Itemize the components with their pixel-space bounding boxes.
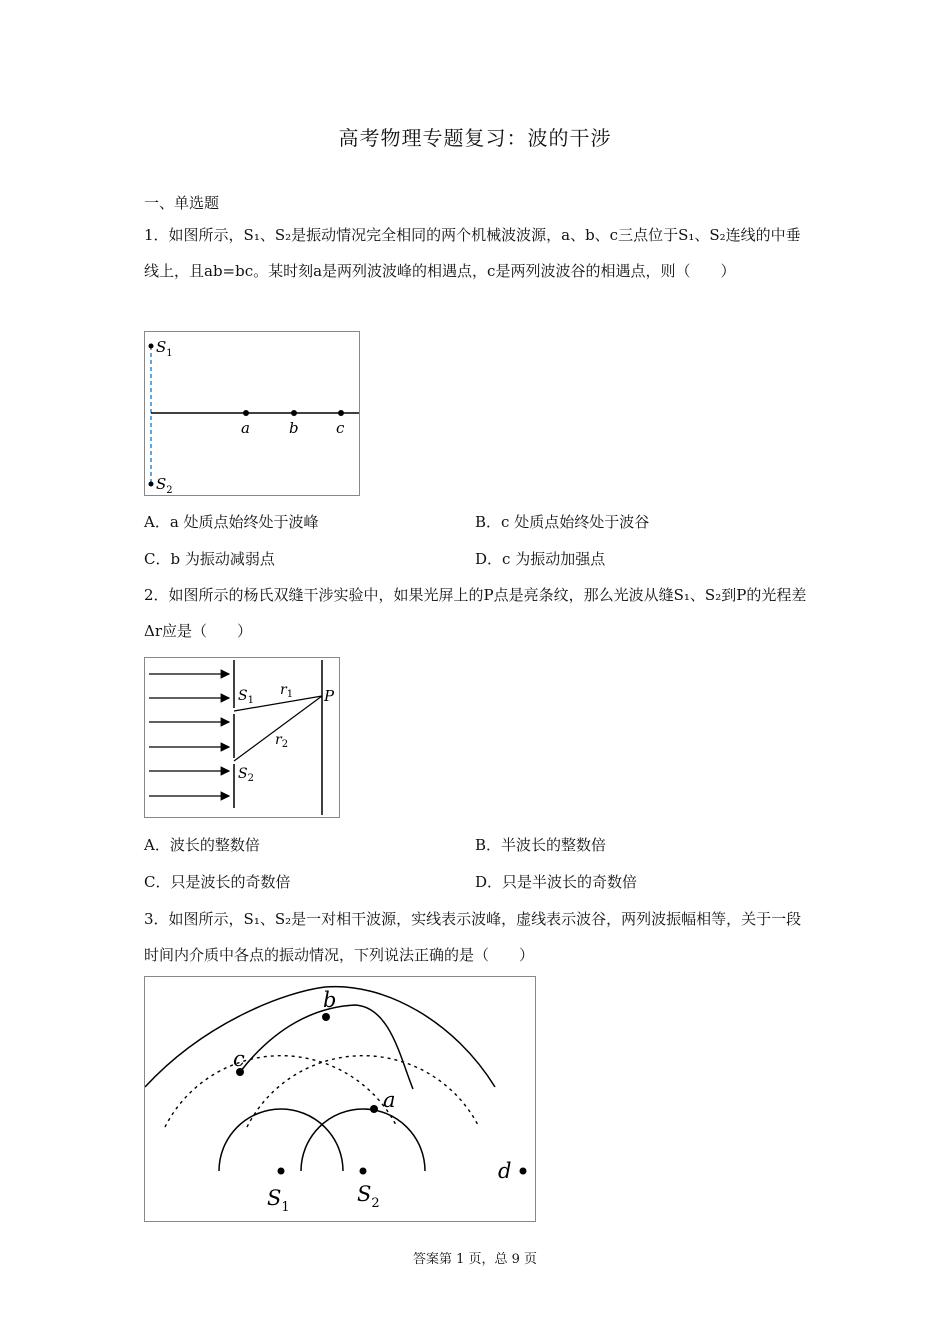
point-s2 [360, 1168, 367, 1175]
s1-point [149, 344, 154, 349]
label-s1: $S_1$ [156, 338, 173, 359]
label-b: b [323, 988, 337, 1012]
question-1-figure [144, 331, 360, 496]
label-a: a [383, 1088, 396, 1112]
point-d [520, 1168, 527, 1175]
q2-option-a: A．波长的整数倍 [144, 836, 260, 854]
point-c [338, 410, 344, 416]
section-heading: 一、单选题 [144, 194, 220, 212]
label-d: d [498, 1159, 512, 1183]
label-c: c [336, 419, 345, 437]
q1-option-a: A．a 处质点始终处于波峰 [144, 513, 319, 531]
label-c: c [233, 1047, 245, 1071]
q1-option-c: C．b 为振动减弱点 [144, 550, 275, 568]
q2-option-b: B．半波长的整数倍 [475, 836, 607, 854]
label-s2: $S_2$ [156, 475, 173, 495]
question-2-figure [144, 657, 340, 818]
question-1-number: 1． [144, 226, 169, 244]
question-1-text: 如图所示，S₁、S₂是振动情况完全相同的两个机械波波源，a、b、c三点位于S₁、S₂连线的中垂线上，且ab=bc。某时刻a是两列波波峰的相遇点，c是两列波波谷的相遇点，则（ ） [144, 226, 801, 280]
label-p: P [324, 687, 335, 705]
q1-option-d: D．c 为振动加强点 [475, 550, 606, 568]
question-3-figure [144, 976, 536, 1222]
label-b: b [289, 419, 299, 437]
s1-crest-small [219, 1109, 343, 1171]
label-a: a [241, 419, 250, 437]
q2-option-d: D．只是半波长的奇数倍 [475, 873, 638, 891]
label-s1: $S_1$ [238, 688, 254, 706]
question-3 [144, 901, 808, 973]
point-a [243, 410, 249, 416]
label-s2: $S_2$ [238, 766, 254, 784]
label-s2: $S_2$ [357, 1182, 380, 1211]
label-r2: $r_2$ [275, 732, 289, 750]
s2-point [149, 482, 154, 487]
q2-option-c: C．只是波长的奇数倍 [144, 873, 291, 891]
label-s1: $S_1$ [267, 1186, 290, 1215]
q1-option-b: B．c 处质点始终处于波谷 [475, 513, 650, 531]
question-2-number: 2． [144, 586, 169, 604]
question-1 [144, 217, 808, 289]
page-title: 高考物理专题复习：波的干涉 [338, 126, 612, 150]
s2-crest-small [301, 1109, 425, 1171]
point-b [322, 1013, 330, 1021]
s1-trough [165, 1056, 397, 1127]
label-r1: $r_1$ [280, 682, 294, 700]
page-footer: 答案第 1 页，总 9 页 [412, 1252, 538, 1267]
point-s1 [278, 1168, 285, 1175]
point-b [291, 410, 297, 416]
question-3-number: 3． [144, 910, 169, 928]
question-3-text: 如图所示，S₁、S₂是一对相干波源，实线表示波峰，虚线表示波谷，两列波振幅相等，关于一段时间内介质中各点的振动情况，下列说法正确的是（ ） [144, 910, 802, 964]
s2-trough [247, 1056, 479, 1127]
point-a [370, 1105, 378, 1113]
question-2 [144, 577, 808, 649]
question-2-text: 如图所示的杨氏双缝干涉实验中，如果光屏上的P点是亮条纹，那么光波从缝S₁、S₂到P的光程差Δr应是（ ） [144, 586, 807, 640]
s1-crest-large [145, 987, 495, 1087]
